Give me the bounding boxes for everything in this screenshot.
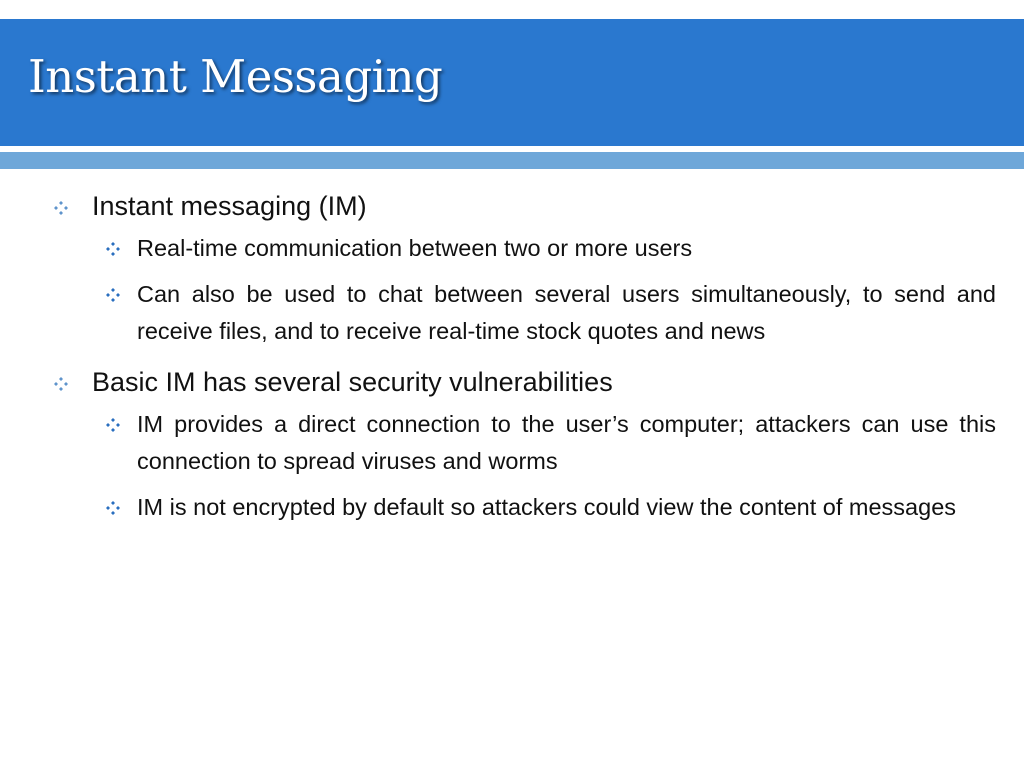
sub-bullet-text: Can also be used to chat between several users simultaneously, to send and receive files, and to receive real-time stock quotes and news: [137, 281, 996, 344]
sub-bullet-item: [92, 276, 996, 350]
sub-bullet-text: IM provides a direct connection to the user’s computer; attackers can use this connection to spread viruses and worms: [137, 411, 996, 474]
bullet-item: [52, 188, 996, 224]
sub-bullet-item: [92, 406, 996, 480]
bullet-item: [52, 364, 996, 400]
slide-content: [52, 188, 996, 540]
bullet-text: Instant messaging (IM): [92, 191, 367, 221]
four-diamond-bullet-icon: [54, 377, 68, 391]
sub-bullet-list: [52, 406, 996, 526]
four-diamond-bullet-icon: [54, 201, 68, 215]
sub-bullet-text: Real-time communication between two or more users: [137, 235, 693, 261]
four-diamond-bullet-icon: [106, 501, 120, 515]
slide-title: Instant Messaging: [28, 50, 443, 103]
four-diamond-bullet-icon: [106, 288, 120, 302]
sub-bullet-item: [92, 489, 996, 526]
sub-bullet-list: [52, 230, 996, 350]
bullet-text: Basic IM has several security vulnerabilities: [92, 367, 613, 397]
sub-bullet-item: [92, 230, 996, 267]
four-diamond-bullet-icon: [106, 242, 120, 256]
title-accent-stripe: [0, 152, 1024, 169]
four-diamond-bullet-icon: [106, 418, 120, 432]
sub-bullet-text: IM is not encrypted by default so attackers could view the content of messages: [137, 494, 957, 520]
